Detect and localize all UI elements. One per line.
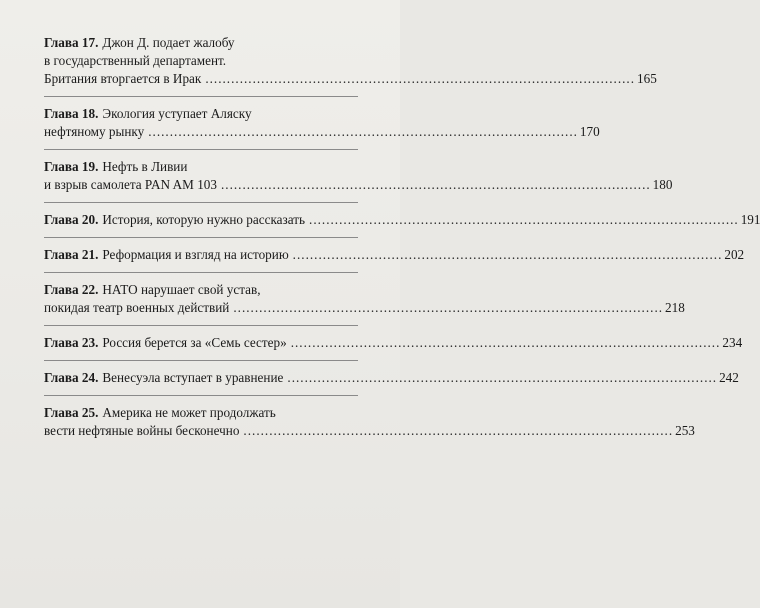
chapter-title-line: нефтяному рынку xyxy=(44,124,145,139)
page-number: 234 xyxy=(722,335,743,350)
separator xyxy=(44,237,358,238)
toc-entry-18 xyxy=(44,105,600,141)
toc-entry-17 xyxy=(44,34,657,88)
chapter-label: Глава 22. xyxy=(44,282,99,297)
toc-entry-24 xyxy=(44,369,739,387)
chapter-title-line: Венесуэла вступает в уравнение xyxy=(102,370,284,385)
leader-dots: .................................................................................................... xyxy=(287,370,718,385)
leader-dots: .................................................................................................... xyxy=(243,423,674,438)
page-number: 253 xyxy=(675,423,695,438)
page-number: 218 xyxy=(665,300,685,315)
leader-dots: .................................................................................................... xyxy=(290,335,721,350)
leader-dots: .................................................................................................... xyxy=(309,212,739,227)
page-number: 165 xyxy=(637,71,657,86)
chapter-label: Глава 21. xyxy=(44,247,99,262)
toc-entry-25 xyxy=(44,404,695,440)
toc-entry-19 xyxy=(44,158,673,194)
page-number: 170 xyxy=(579,124,600,139)
separator xyxy=(44,149,358,150)
page-number: 180 xyxy=(652,177,673,192)
separator xyxy=(44,325,358,326)
chapter-label: Глава 17. xyxy=(44,35,99,50)
leader-dots: .................................................................................................... xyxy=(292,247,723,262)
chapter-label: Глава 23. xyxy=(44,335,99,350)
leader-dots: .................................................................................................... xyxy=(233,300,664,315)
leader-dots: .................................................................................................... xyxy=(148,124,578,139)
chapter-title-line: Реформация и взгляд на историю xyxy=(102,247,289,262)
chapter-title-line: Нефть в Ливии xyxy=(102,159,188,174)
chapter-title-line: покидая театр военных действий xyxy=(44,300,230,315)
chapter-title-line: Экология уступает Аляску xyxy=(102,106,252,121)
chapter-title-line: История, которую нужно рассказать xyxy=(102,212,306,227)
chapter-title-line: Британия вторгается в Ирак xyxy=(44,71,202,86)
separator xyxy=(44,395,358,396)
separator xyxy=(44,272,358,273)
toc-entry-23 xyxy=(44,334,743,352)
chapter-title-line: в государственный департамент. xyxy=(44,53,227,68)
chapter-label: Глава 25. xyxy=(44,405,99,420)
toc-entry-21 xyxy=(44,246,745,264)
chapter-label: Глава 24. xyxy=(44,370,99,385)
separator xyxy=(44,202,358,203)
page-number: 191 xyxy=(740,212,760,227)
chapter-label: Глава 20. xyxy=(44,212,99,227)
page-number: 242 xyxy=(719,370,739,385)
chapter-title-line: и взрыв самолета PAN AM 103 xyxy=(44,177,217,192)
separator xyxy=(44,360,358,361)
chapter-label: Глава 19. xyxy=(44,159,99,174)
toc-entry-20 xyxy=(44,211,760,229)
chapter-title-line: Джон Д. подает жалобу xyxy=(102,35,235,50)
toc-entry-22 xyxy=(44,281,685,317)
page-number: 202 xyxy=(724,247,745,262)
leader-dots: .................................................................................................... xyxy=(220,177,651,192)
chapter-title-line: Америка не может продолжать xyxy=(102,405,276,420)
chapter-title-line: НАТО нарушает свой устав, xyxy=(102,282,261,297)
separator xyxy=(44,96,358,97)
leader-dots: .................................................................................................... xyxy=(205,71,635,86)
chapter-label: Глава 18. xyxy=(44,106,99,121)
chapter-title-line: вести нефтяные войны бесконечно xyxy=(44,423,240,438)
chapter-title-line: Россия берется за «Семь сестер» xyxy=(102,335,287,350)
